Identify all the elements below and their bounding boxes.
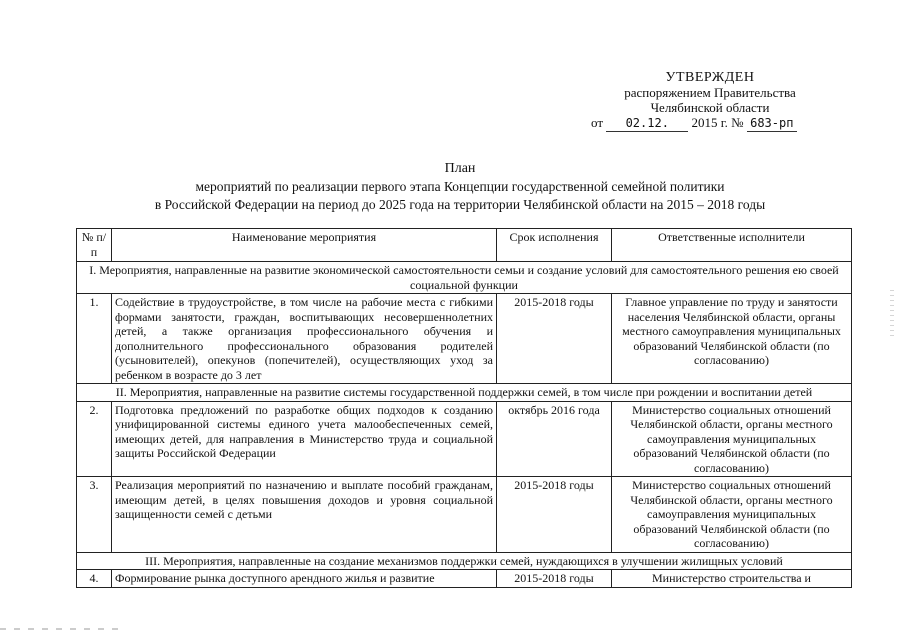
approval-line-2: Челябинской области: [650, 100, 770, 115]
scan-artifact-bottom: [0, 628, 120, 630]
table-row: [77, 401, 852, 477]
approval-line-1: распоряжением Правительства: [624, 85, 796, 100]
row-resp: Министерство социальных отношений Челябинской области, органы местного самоуправления муниципальных образований Челябинской области (по согласованию): [612, 401, 852, 477]
title-plan: План: [444, 161, 476, 176]
row-num: 1.: [77, 294, 112, 384]
header-num: № п/п: [77, 229, 112, 262]
row-num: 4.: [77, 570, 112, 588]
header-name: Наименование мероприятия: [112, 229, 497, 262]
row-name: Подготовка предложений по разработке общих подходов к созданию унифицированной системы единого учета малообеспеченных семей, имеющих детей, для направления в Министерство труда и социальной защиты Российской Федерации: [112, 401, 497, 477]
row-name: Реализация мероприятий по назначению и выплате пособий гражданам, имеющим детей, в целях повышения доходов и уровня социальной защищенности семей с детьми: [112, 477, 497, 553]
document-title: [60, 160, 860, 214]
table-row: [77, 294, 852, 384]
row-num: 3.: [77, 477, 112, 553]
order-number: 683-рп: [747, 116, 797, 132]
approval-heading: УТВЕРЖДЕН: [665, 70, 755, 85]
measures-table: [76, 228, 852, 588]
header-term: Срок исполнения: [497, 229, 612, 262]
approval-stamp: [591, 70, 825, 132]
scan-artifact: [890, 290, 894, 340]
title-line-2: в Российской Федерации на период до 2025 года на территории Челябинской области на 2015 – 2018 годы: [154, 197, 766, 212]
section-row: [77, 262, 852, 294]
table-row: [77, 477, 852, 553]
row-resp: Министерство строительства и: [612, 570, 852, 588]
section-title: III. Мероприятия, направленные на создание механизмов поддержки семей, нуждающихся в улучшении жилищных условий: [77, 552, 852, 570]
date-value: 02.12.: [606, 116, 688, 132]
date-prefix: от: [591, 115, 604, 130]
row-term: 2015-2018 годы: [497, 477, 612, 553]
section-title: I. Мероприятия, направленные на развитие экономической самостоятельности семьи и создание условий для самостоятельного решения ею своей социальной функции: [77, 262, 852, 294]
header-resp: Ответственные исполнители: [612, 229, 852, 262]
row-name: Содействие в трудоустройстве, в том числе на рабочие места с гибкими формами занятости, граждан, воспитывающих несовершеннолетних детей, а также организация профессионального обучения и дополнительного профессионального образования родителей (усыновителей), опекунов (попечителей), осуществляющих уход за ребенком в возрасте до 3 лет: [112, 294, 497, 384]
table-row: [77, 570, 852, 588]
row-num: 2.: [77, 401, 112, 477]
row-resp: Министерство социальных отношений Челябинской области, органы местного самоуправления муниципальных образований Челябинской области (по согласованию): [612, 477, 852, 553]
section-row: [77, 552, 852, 570]
section-row: [77, 384, 852, 402]
year-text: 2015 г. №: [691, 115, 744, 130]
section-title: II. Мероприятия, направленные на развитие системы государственной поддержки семей, в том числе при рождении и воспитании детей: [77, 384, 852, 402]
row-term: октябрь 2016 года: [497, 401, 612, 477]
row-term: 2015-2018 годы: [497, 570, 612, 588]
approval-date-line: [591, 115, 825, 132]
table-header-row: [77, 229, 852, 262]
row-name: Формирование рынка доступного арендного жилья и развитие: [112, 570, 497, 588]
title-line-1: мероприятий по реализации первого этапа Концепции государственной семейной политики: [195, 179, 725, 194]
row-resp: Главное управление по труду и занятости населения Челябинской области, органы местного самоуправления муниципальных образований Челябинской области (по согласованию): [612, 294, 852, 384]
row-term: 2015-2018 годы: [497, 294, 612, 384]
